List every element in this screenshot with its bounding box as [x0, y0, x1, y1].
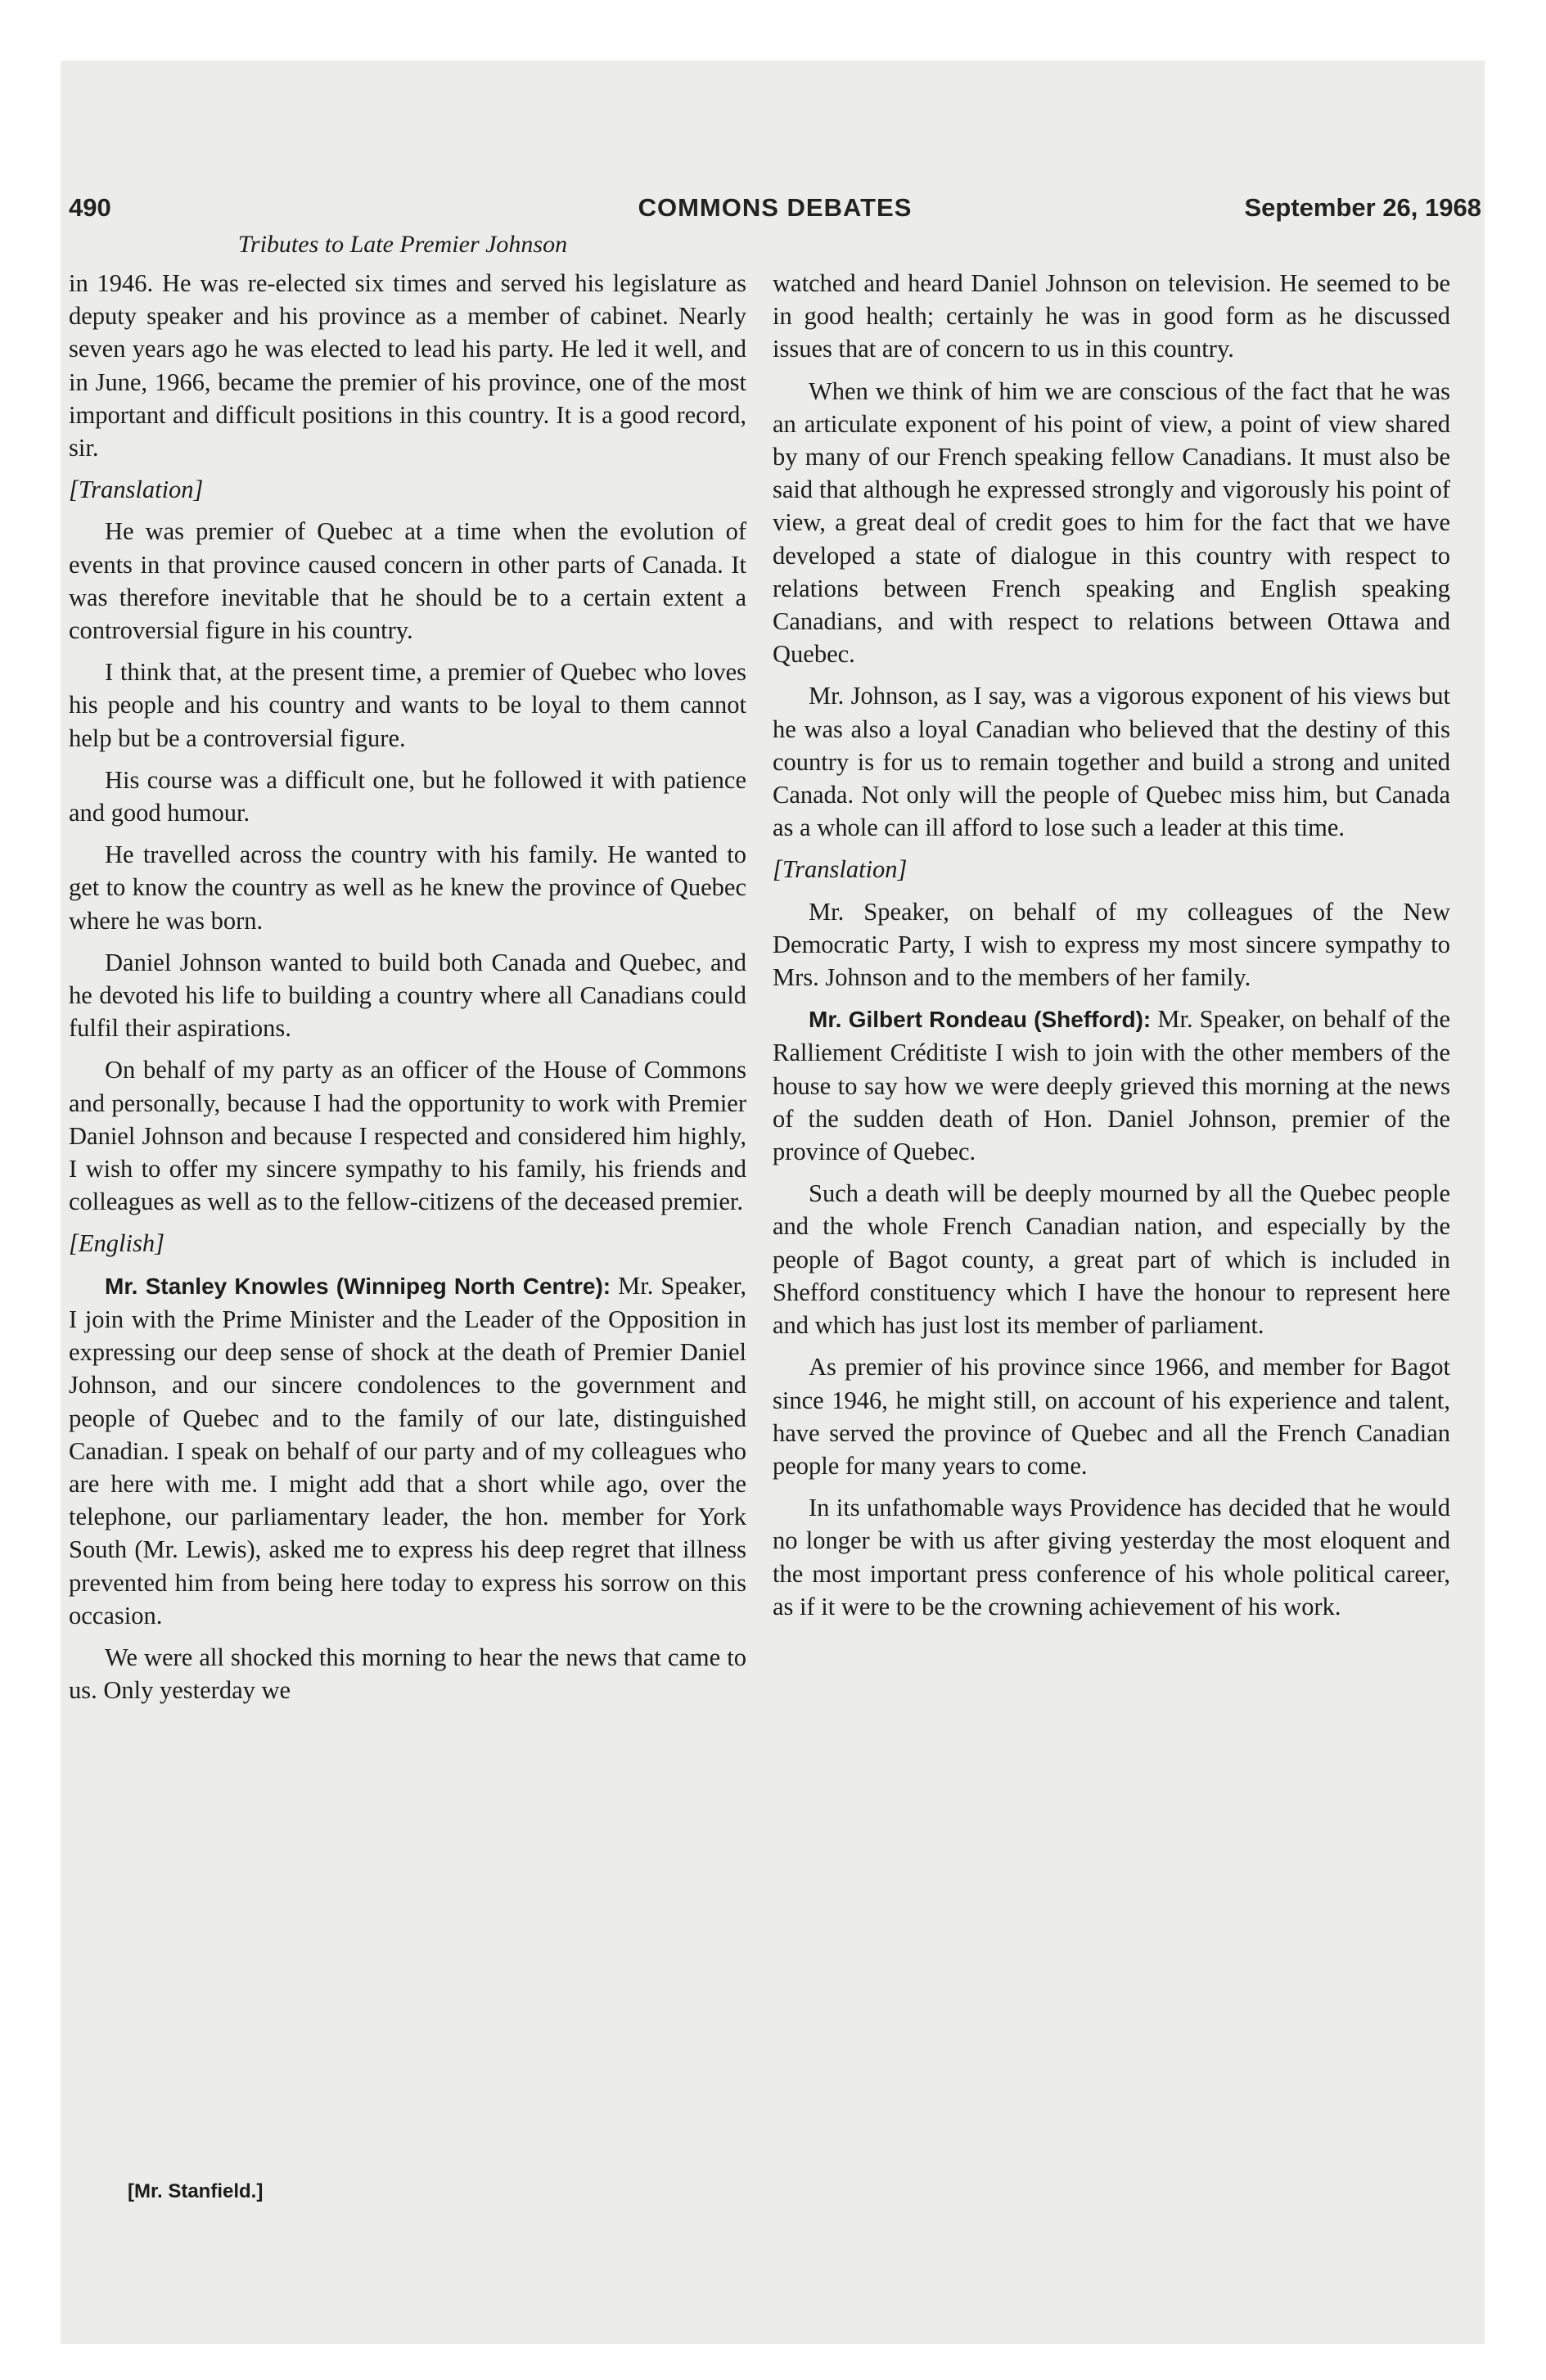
paragraph: He travelled across the country with his family. He wanted to get to know the country as well as he knew the province of Quebec where he was born.: [69, 841, 746, 935]
left-column: [69, 267, 746, 1715]
paragraph: Daniel Johnson wanted to build both Canada and Quebec, and he devoted his life to building a country where all Canadians could fulfil their aspirations.: [69, 948, 746, 1043]
paragraph: in 1946. He was re-elected six times and served his legislature as deputy speaker and his province as a member of cabinet. Nearly seven years ago he was elected to lead his party. He led it well, and in June, 1966, became the premier of his province, one of the most important and difficult positions in this country. It is a good record, sir.: [69, 269, 746, 462]
paragraph: As premier of his province since 1966, and member for Bagot since 1946, he might still, on account of his experience and talent, have served the province of Quebec and all the French Canadian people for many years to come.: [773, 1353, 1450, 1480]
speaker-name: Mr. Stanley Knowles (Winnipeg North Centre):: [105, 1273, 611, 1299]
publication-date: September 26, 1968: [1244, 193, 1481, 222]
paragraph: When we think of him we are conscious of the fact that he was an articulate exponent of his point of view, a point of view shared by many of our French speaking fellow Canadians. It must also be said that although he expressed strongly and vigorously his point of view, a great deal of credit goes to him for the fact that we have developed a state of dialogue in this country with respect to relations between French speaking and English speaking Canadians, and with respect to relations between Ottawa and Quebec.: [773, 376, 1450, 669]
paragraph: Mr. Johnson, as I say, was a vigorous exponent of his views but he was also a loyal Canadian who believed that the destiny of this country is for us to remain together and build a strong and united Canada. Not only will the people of Quebec miss him, but Canada as a whole can ill afford to lose such a leader at this time.: [773, 682, 1450, 842]
speaker-paragraph: [69, 1269, 746, 1632]
page-number: 490: [69, 193, 111, 222]
paragraph: Such a death will be deeply mourned by all the Quebec people and the whole French Canadian nation, and especially by the people of Bagot county, a great part of which is included in Shefford constituency which I have the honour to represent here and which has just lost its member of parliament.: [773, 1179, 1450, 1340]
speech-text: Mr. Speaker, I join with the Prime Minister and the Leader of the Opposition in expressing our deep sense of shock at the death of Premier Daniel Johnson, and our sincere condolences to the government and people of Quebec and to the family of our late, distinguished Canadian. I speak on behalf of our party and of my colleagues who are here with me. I might add that a short while ago, over the telephone, our parliamentary leader, the hon. member for York South (Mr. Lewis), asked me to express his deep regret that illness prevented him from being here today to express his sorrow on this occasion.: [69, 1271, 747, 1629]
paragraph: He was premier of Quebec at a time when the evolution of events in that province caused concern in other parts of Canada. It was therefore inevitable that he should be to a certain extent a controversial figure in his country.: [69, 517, 746, 645]
page-header: [69, 193, 1481, 229]
translation-label: [Translation]: [69, 476, 204, 504]
page-footer-speaker-note: [Mr. Stanfield.]: [128, 2180, 264, 2202]
paragraph: Mr. Speaker, on behalf of my colleagues of the New Democratic Party, I wish to express my most sincere sympathy to Mrs. Johnson and to the members of her family.: [773, 897, 1450, 992]
speaker-name: Mr. Gilbert Rondeau (Shefford):: [809, 1007, 1152, 1033]
paragraph: We were all shocked this morning to hear the news that came to us. Only yesterday we: [69, 1643, 746, 1705]
paragraph: In its unfathomable ways Providence has decided that he would no longer be with us after giving yesterday the most eloquent and the most important press conference of his whole political career, as if it were to be the crowning achievement of his work.: [773, 1494, 1450, 1620]
publication-title: COMMONS DEBATES: [638, 193, 913, 222]
right-column: [773, 267, 1450, 1632]
speaker-paragraph: [773, 1003, 1450, 1168]
english-label: [English]: [69, 1229, 165, 1258]
paragraph: watched and heard Daniel Johnson on television. He seemed to be in good health; certainly he was in good form as he discussed issues that are of concern to us in this country.: [773, 269, 1450, 363]
translation-label: [Translation]: [773, 855, 908, 884]
section-subheading: Tributes to Late Premier Johnson: [237, 231, 568, 258]
speech-text: Mr. Speaker, on behalf of the Ralliement Créditiste I wish to join with the other members of the house to say how we were deeply grieved this morning at the news of the sudden death of Hon. Daniel Johnson, premier of the province of Quebec.: [773, 1005, 1451, 1166]
paragraph: On behalf of my party as an officer of the House of Commons and personally, because I had the opportunity to work with Premier Daniel Johnson and because I respected and considered him highly, I wish to offer my sincere sympathy to his family, his friends and colleagues as well as to the fellow-citizens of the deceased premier.: [69, 1056, 746, 1216]
paragraph: His course was a difficult one, but he followed it with patience and good humour.: [69, 765, 746, 827]
paragraph: I think that, at the present time, a premier of Quebec who loves his people and his country and wants to be loyal to them cannot help but be a controversial figure.: [69, 658, 746, 752]
